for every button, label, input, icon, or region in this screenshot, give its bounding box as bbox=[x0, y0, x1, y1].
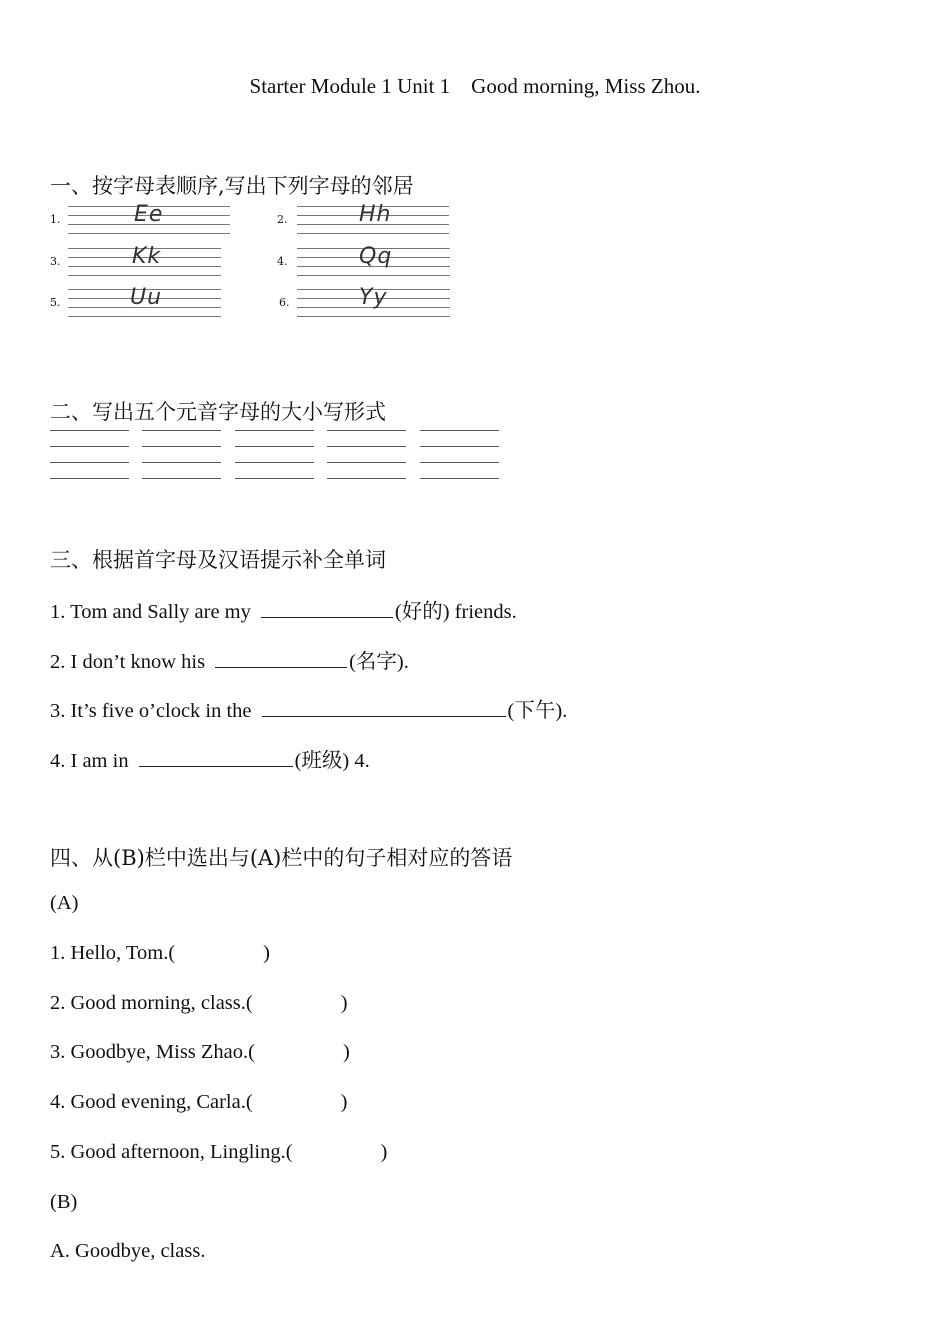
answer-blank[interactable] bbox=[261, 599, 393, 618]
letter-pair: Qq bbox=[359, 244, 393, 269]
close-paren: ) bbox=[342, 1041, 350, 1063]
item-number: 4. bbox=[277, 255, 288, 268]
match-text: 5. Good afternoon, Lingling.( bbox=[50, 1141, 293, 1163]
handwriting-box bbox=[297, 285, 450, 317]
handwriting-box bbox=[68, 285, 221, 317]
match-item-4 bbox=[50, 1091, 348, 1114]
section-3-heading: 三、根据首字母及汉语提示补全单词 bbox=[50, 548, 386, 572]
question-text: 2. I don’t know his bbox=[50, 651, 206, 673]
question-hint: (好的) friends. bbox=[394, 601, 517, 623]
column-b-label: (B) bbox=[50, 1191, 78, 1213]
letter-pair: Kk bbox=[132, 244, 162, 269]
match-item-2 bbox=[50, 992, 348, 1015]
item-number: 1. bbox=[50, 213, 61, 226]
fill-question-4 bbox=[50, 743, 370, 773]
question-text: 4. I am in bbox=[50, 750, 129, 772]
question-hint: (名字). bbox=[349, 651, 409, 673]
match-item-5 bbox=[50, 1141, 387, 1164]
match-item-3 bbox=[50, 1041, 350, 1064]
question-text: 3. It’s five o’clock in the bbox=[50, 700, 252, 722]
fill-question-1 bbox=[50, 594, 517, 624]
section-4-heading: 四、从(B)栏中选出与(A)栏中的句子相对应的答语 bbox=[50, 846, 513, 870]
question-hint: (班级) 4. bbox=[294, 750, 370, 772]
close-paren: ) bbox=[340, 992, 348, 1014]
item-number: 5. bbox=[50, 296, 61, 309]
item-number: 2. bbox=[277, 213, 288, 226]
letter-pair: Yy bbox=[359, 285, 388, 310]
letter-pair: Hh bbox=[359, 202, 392, 227]
answer-blank[interactable] bbox=[139, 748, 293, 767]
fill-question-3 bbox=[50, 693, 567, 723]
question-hint: (下午). bbox=[507, 700, 568, 722]
close-paren: ) bbox=[263, 942, 270, 964]
answer-option-a: A. Goodbye, class. bbox=[50, 1240, 206, 1262]
match-text: 1. Hello, Tom.( bbox=[50, 942, 176, 964]
handwriting-box bbox=[297, 244, 450, 276]
close-paren: ) bbox=[340, 1091, 348, 1113]
close-paren: ) bbox=[380, 1141, 388, 1163]
match-item-1 bbox=[50, 942, 270, 965]
match-text: 4. Good evening, Carla.( bbox=[50, 1091, 253, 1113]
letter-pair: Uu bbox=[130, 285, 163, 310]
match-text: 2. Good morning, class.( bbox=[50, 992, 253, 1014]
answer-blank[interactable] bbox=[262, 698, 506, 717]
item-number: 6. bbox=[279, 296, 290, 309]
answer-blank[interactable] bbox=[215, 649, 347, 668]
handwriting-box bbox=[68, 202, 230, 234]
handwriting-box bbox=[68, 244, 221, 276]
section-2-heading: 二、写出五个元音字母的大小写形式 bbox=[50, 400, 386, 424]
page-title: Starter Module 1 Unit 1 Good morning, Miss Zhou. bbox=[249, 74, 701, 98]
item-number: 3. bbox=[50, 255, 61, 268]
letter-pair: Ee bbox=[134, 202, 164, 227]
handwriting-box bbox=[297, 202, 449, 234]
fill-question-2 bbox=[50, 644, 409, 674]
question-text: 1. Tom and Sally are my bbox=[50, 601, 251, 623]
section-1-heading: 一、按字母表顺序,写出下列字母的邻居 bbox=[50, 174, 414, 198]
match-text: 3. Goodbye, Miss Zhao.( bbox=[50, 1041, 255, 1063]
column-a-label: (A) bbox=[50, 892, 79, 914]
